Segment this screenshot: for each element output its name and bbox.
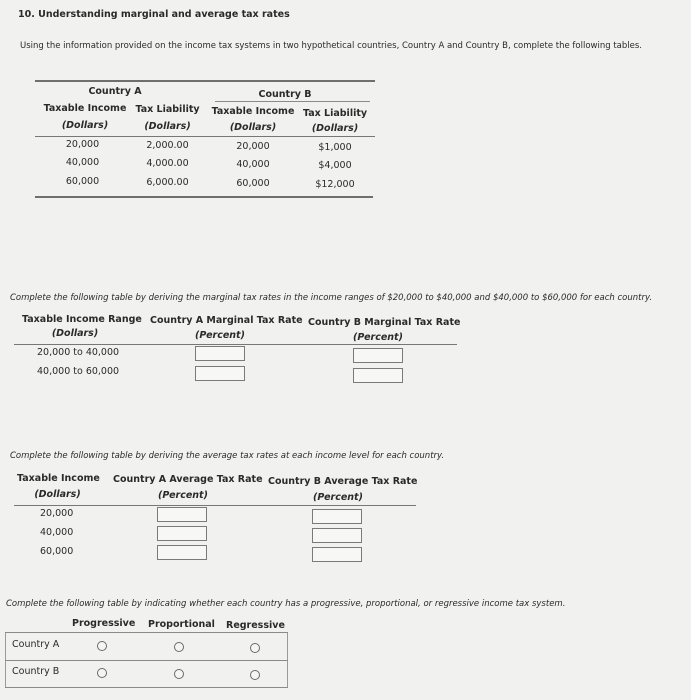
table1-a-income-header: Taxable Income — [43, 103, 127, 114]
table2-country-b-rate-input[interactable] — [353, 368, 403, 383]
table3-income-unit: (Dollars) — [34, 489, 81, 500]
table2-a-unit: (Percent) — [195, 330, 245, 341]
table1-b-liability-unit: (Dollars) — [311, 123, 359, 134]
country-a-regressive-radio[interactable] — [250, 643, 260, 653]
table2-instruction: Complete the following table by deriving the marginal tax rates in the income ranges of $20,000 to $40,000 and $40,000 to $60,000 for each country. — [10, 293, 653, 303]
table4-row-label: Country B — [12, 666, 60, 677]
question-intro: Using the information provided on the income tax systems in two hypothetical countries, Country A and Country B, complete the following tables. — [20, 41, 642, 51]
table3-header-rule — [14, 505, 416, 506]
table2-range-header: Taxable Income Range — [22, 314, 142, 325]
table1-b-liability-cell: $1,000 — [318, 142, 352, 153]
table3-country-b-rate-input[interactable] — [312, 547, 362, 562]
table1-b-liability-header: Tax Liability — [302, 108, 368, 119]
table1-country-b-rule — [215, 101, 370, 102]
table1-a-income-cell: 40,000 — [65, 157, 100, 168]
table1-country-b-heading: Country B — [258, 89, 312, 100]
table3-income-header: Taxable Income — [17, 473, 100, 484]
table1-b-liability-cell: $4,000 — [318, 160, 352, 171]
table2-country-b-header: Country B Marginal Tax Rate — [308, 317, 461, 328]
table4-bottom-rule — [5, 687, 288, 688]
table3-country-a-rate-input[interactable] — [157, 545, 207, 560]
table1-a-income-unit: (Dollars) — [61, 120, 109, 131]
table3-country-a-rate-input[interactable] — [157, 507, 207, 522]
country-a-progressive-radio[interactable] — [97, 641, 107, 651]
table2-country-a-rate-input[interactable] — [195, 366, 245, 381]
table1-a-liability-header: Tax Liability — [135, 104, 200, 115]
table1-a-liability-cell: 4,000.00 — [146, 158, 189, 169]
question-title: 10. Understanding marginal and average tax rates — [18, 9, 290, 20]
table4-row-label: Country A — [12, 639, 60, 650]
table3-income-cell: 20,000 — [40, 508, 74, 519]
country-b-regressive-radio[interactable] — [250, 670, 260, 680]
table2-range-unit: (Dollars) — [51, 328, 99, 339]
table3-a-unit: (Percent) — [158, 490, 208, 501]
table4-top-rule — [5, 632, 288, 633]
table1-top-rule — [35, 80, 375, 82]
table3-country-b-header: Country B Average Tax Rate — [268, 476, 418, 487]
table2-range-cell: 20,000 to 40,000 — [37, 347, 120, 358]
table4-instruction: Complete the following table by indicating whether each country has a progressive, proportional, or regressive income tax system. — [6, 599, 566, 609]
country-b-progressive-radio[interactable] — [97, 668, 107, 678]
table3-country-a-rate-input[interactable] — [157, 526, 207, 541]
table4-regressive-header: Regressive — [226, 620, 285, 631]
table2-range-cell: 40,000 to 60,000 — [37, 366, 120, 377]
country-b-proportional-radio[interactable] — [174, 669, 184, 679]
table4-row-divider — [5, 660, 288, 661]
table2-country-a-rate-input[interactable] — [195, 346, 245, 361]
table1-a-liability-unit: (Dollars) — [144, 121, 191, 132]
table1-b-income-cell: 40,000 — [236, 159, 270, 170]
table3-income-cell: 40,000 — [40, 527, 74, 538]
table2-b-unit: (Percent) — [353, 332, 403, 343]
table1-a-liability-cell: 2,000.00 — [146, 140, 189, 151]
table1-a-income-cell: 60,000 — [65, 176, 100, 187]
table1-a-income-cell: 20,000 — [65, 139, 100, 150]
table1-header-rule — [35, 136, 375, 137]
table3-instruction: Complete the following table by deriving the average tax rates at each income level for each country. — [10, 451, 445, 461]
table2-header-rule — [14, 344, 457, 345]
table2-country-a-header: Country A Marginal Tax Rate — [150, 315, 303, 326]
table3-country-b-rate-input[interactable] — [312, 528, 362, 543]
table4-proportional-header: Proportional — [148, 619, 215, 630]
table1-b-income-cell: 20,000 — [236, 141, 270, 152]
table3-country-b-rate-input[interactable] — [312, 509, 362, 524]
table3-country-a-header: Country A Average Tax Rate — [113, 474, 263, 485]
table2-country-b-rate-input[interactable] — [353, 348, 403, 363]
table1-b-income-cell: 60,000 — [236, 178, 270, 189]
table1-b-income-unit: (Dollars) — [229, 122, 277, 133]
table1-b-income-header: Taxable Income — [211, 106, 295, 117]
table3-income-cell: 60,000 — [40, 546, 74, 557]
table1-bottom-rule — [35, 196, 373, 198]
country-a-proportional-radio[interactable] — [174, 642, 184, 652]
table3-b-unit: (Percent) — [313, 492, 363, 503]
table1-country-a-heading: Country A — [88, 86, 142, 97]
table4-progressive-header: Progressive — [72, 618, 136, 629]
table1-b-liability-cell: $12,000 — [315, 179, 355, 190]
table1-a-liability-cell: 6,000.00 — [146, 177, 189, 188]
